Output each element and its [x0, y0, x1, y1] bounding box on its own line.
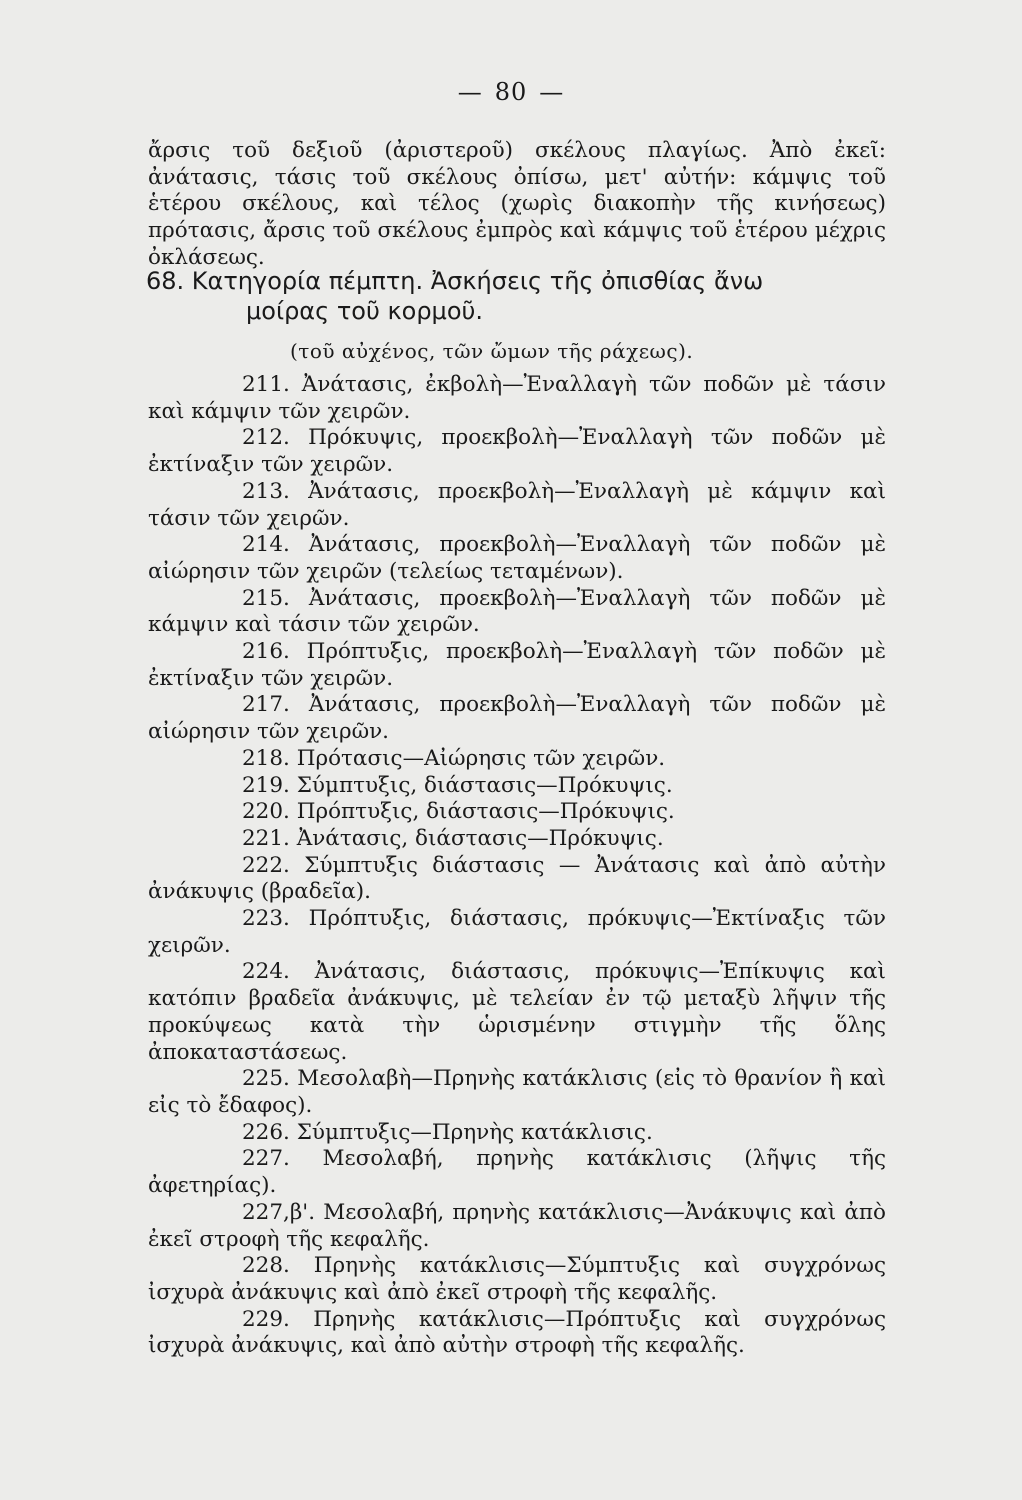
exercise-item: 213. Ἀνάτασις, προεκβολὴ—Ἐναλλαγὴ μὲ κάμψιν καὶ τάσιν τῶν χειρῶν. — [148, 478, 886, 531]
exercise-item: 229. Πρηνὴς κατάκλισις—Πρόπτυξις καὶ συγχρόνως ἰσχυρὰ ἀνάκυψις, καὶ ἀπὸ αὐτὴν στροφὴ τῆς κεφαλῆς. — [148, 1306, 886, 1359]
page-number: — 80 — — [457, 78, 565, 106]
exercise-item: 212. Πρόκυψις, προεκβολὴ—Ἐναλλαγὴ τῶν ποδῶν μὲ ἐκτίναξιν τῶν χειρῶν. — [148, 425, 886, 478]
exercise-item: 227. Μεσολαβή, πρηνὴς κατάκλισις (λῆψις τῆς ἀφετηρίας). — [148, 1146, 886, 1199]
page-number-value: 80 — [494, 78, 528, 106]
exercise-item: 221. Ἀνάτασις, διάστασις—Πρόκυψις. — [242, 825, 664, 851]
exercise-item: 222. Σύμπτυξις διάστασις — Ἀνάτασις καὶ ἀπὸ αὐτὴν ἀνάκυψις (βραδεῖα). — [148, 852, 886, 905]
exercise-item: 227,β'. Μεσολαβή, πρηνὴς κατάκλισις—Ἀνάκυψις καὶ ἀπὸ ἐκεῖ στροφὴ τῆς κεφαλῆς. — [148, 1199, 886, 1252]
section-heading — [146, 266, 896, 326]
exercise-item: 216. Πρόπτυξις, προεκβολὴ—Ἐναλλαγὴ τῶν ποδῶν μὲ ἐκτίναξιν τῶν χειρῶν. — [148, 639, 886, 691]
exercise-list — [148, 372, 886, 1360]
exercise-item: 218. Πρότασις—Αἰώρησις τῶν χειρῶν. — [242, 745, 666, 771]
section-heading-line2: μοίρας τοῦ κορμοῦ. — [246, 297, 484, 325]
section-subtitle: (τοῦ αὐχένος, τῶν ὤμων τῆς ράχεως). — [290, 339, 694, 363]
exercise-item: 215. Ἀνάτασις, προεκβολὴ—Ἐναλλαγὴ τῶν ποδῶν μὲ κάμψιν καὶ τάσιν τῶν χειρῶν. — [148, 585, 886, 638]
exercise-item: 217. Ἀνάτασις, προεκβολὴ—Ἐναλλαγὴ τῶν ποδῶν μὲ αἰώρησιν τῶν χειρῶν. — [148, 692, 886, 745]
exercise-item: 211. Ἀνάτασις, ἐκβολὴ—Ἐναλλαγὴ τῶν ποδῶν μὲ τάσιν καὶ κάμψιν τῶν χειρῶν. — [148, 372, 886, 424]
exercise-item: 219. Σύμπτυξις, διάστασις—Πρόκυψις. — [242, 772, 673, 798]
exercise-item: 226. Σύμπτυξις—Πρηνὴς κατάκλισις. — [242, 1119, 653, 1145]
intro-paragraph: ἄρσις τοῦ δεξιοῦ (ἀριστεροῦ) σκέλους πλαγίως. Ἀπὸ ἐκεῖ: ἀνάτασις, τάσις τοῦ σκέλους ὀπίσω, μετ' αὐτήν: κάμψις τοῦ ἑτέρου σκέλους, καὶ τέλος (χωρὶς διακοπὴν τῆς κινήσεως) πρότασις, ἄρσις τοῦ σκέλους ἐμπρὸς καὶ κάμψις τοῦ ἑτέρου μέχρις ὀκλάσεως. — [148, 138, 886, 270]
exercise-item: 228. Πρηνὴς κατάκλισις—Σύμπτυξις καὶ συγχρόνως ἰσχυρὰ ἀνάκυψις καὶ ἀπὸ ἐκεῖ στροφὴ τῆς κεφαλῆς. — [148, 1253, 886, 1305]
exercise-item: 223. Πρόπτυξις, διάστασις, πρόκυψις—Ἐκτίναξις τῶν χειρῶν. — [148, 906, 886, 958]
section-heading-line1: 68. Κατηγορία πέμπτη. Ἀσκήσεις τῆς ὀπισθίας ἄνω — [146, 267, 764, 295]
exercise-item: 224. Ἀνάτασις, διάστασις, πρόκυψις—Ἐπίκυψις καὶ κατόπιν βραδεῖα ἀνάκυψις, μὲ τελείαν ἐν τῷ μεταξὺ λῆψιν τῆς προκύψεως κατὰ τὴν ὡρισμένην στιγμὴν τῆς ὅλης ἀποκαταστάσεως. — [148, 959, 886, 1065]
exercise-item: 214. Ἀνάτασις, προεκβολὴ—Ἐναλλαγὴ τῶν ποδῶν μὲ αἰώρησιν τῶν χειρῶν (τελείως τεταμένων). — [148, 532, 886, 584]
exercise-item: 225. Μεσολαβὴ—Πρηνὴς κατάκλισις (εἰς τὸ θρανίον ἢ καὶ εἰς τὸ ἔδαφος). — [148, 1066, 886, 1118]
exercise-item: 220. Πρόπτυξις, διάστασις—Πρόκυψις. — [242, 799, 675, 825]
